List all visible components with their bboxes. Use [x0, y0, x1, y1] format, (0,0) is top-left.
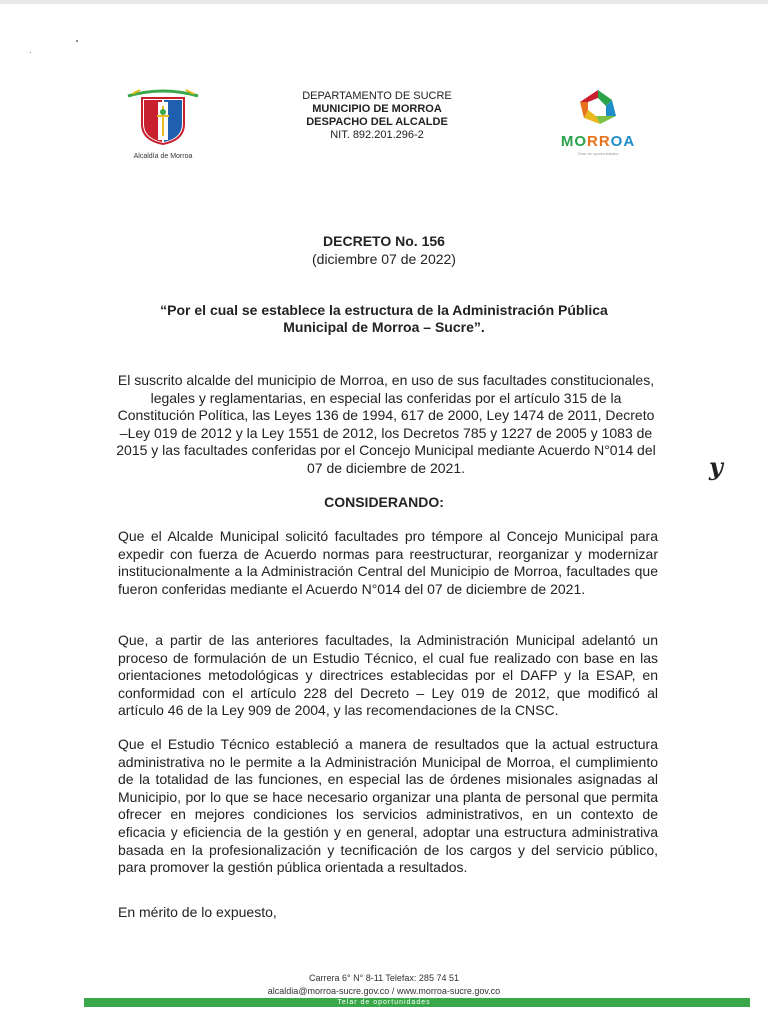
- footer-tagline: Telar de oportunidades: [337, 999, 431, 1006]
- consideration-paragraph: Que, a partir de las anteriores facultades, la Administración Municipal adelantó un proceso de formulación de un Estudio Técnico, el cual fue realizado con base en las orientaciones metodológicas y directrices establecidas por el DAFP y la ESAP, en conformidad con el artículo 228 del Decreto – Ley 019 de 2012, que modificó al artículo 46 de la Ley 909 de 2004, y las recomendaciones de la CNSC.: [118, 632, 658, 719]
- letterhead: [292, 90, 462, 142]
- logo-word-part: RR: [587, 133, 611, 150]
- logo-tagline: Telar de oportunidades: [577, 151, 619, 156]
- scan-speck: [76, 40, 78, 42]
- department-name: DEPARTAMENTO DE SUCRE: [302, 90, 452, 102]
- footer-address: Carrera 6° N° 8-11 Telefax: 285 74 51: [309, 973, 459, 983]
- preamble: El suscrito alcalde del municipio de Morroa, en uso de sus facultades constitucionales, legales y reglamentarias, en especial las conferidas por el artículo 315 de la Constitución Política, las Leyes 136 de 1994, 617 de 2000, Ley 1474 de 2011, Decreto –Ley 019 de 2012 y la Ley 1551 de 2012, los Decretos 785 y 1227 de 2005 y 1083 de 2015 y las facultades conferidas por el Concejo Municipal mediante Acuerdo N°014 del 07 de diciembre de 2021.: [116, 372, 656, 476]
- decree-number: DECRETO No. 156: [323, 233, 445, 249]
- scan-speck: [30, 52, 31, 53]
- municipal-seal: [118, 88, 208, 160]
- decree-title: “Por el cual se establece la estructura de la Administración Pública Municipal de Morroa – Sucre”.: [160, 302, 608, 335]
- consideration-paragraph: Que el Alcalde Municipal solicitó facultades pro témpore al Concejo Municipal para expedir con fuerza de Acuerdo normas para reestructurar, reorganizar y modernizar institucionalmente a la Administración Central del Municipio de Morroa, facultades que fueron conferidas mediante el Acuerdo N°014 del 07 de diciembre de 2021.: [118, 528, 658, 597]
- footer-contact: alcaldia@morroa-sucre.gov.co / www.morroa-sucre.gov.co: [267, 986, 501, 996]
- morroa-logo: [552, 86, 644, 156]
- footer: [0, 972, 768, 998]
- decree-date: (diciembre 07 de 2022): [312, 251, 456, 267]
- considerando-heading: CONSIDERANDO:: [324, 494, 444, 510]
- seal-caption: Alcaldía de Morroa: [133, 153, 193, 160]
- closing-phrase: En mérito de lo expuesto,: [118, 904, 277, 920]
- nit-number: NIT. 892.201.296-2: [330, 129, 424, 141]
- logo-word-part: MO: [560, 133, 587, 150]
- municipal-seal-emblem: [118, 88, 208, 146]
- logo-wordmark: [552, 133, 644, 150]
- logo-mark-icon: [576, 86, 620, 128]
- logo-word-part: OA: [610, 133, 636, 150]
- handwritten-initial: y: [709, 452, 723, 481]
- office-name: DESPACHO DEL ALCALDE: [306, 116, 448, 128]
- municipality-name: MUNICIPIO DE MORROA: [312, 103, 442, 115]
- consideration-paragraph: Que el Estudio Técnico estableció a manera de resultados que la actual estructura administrativa no le permite a la Administración Municipal de Morroa, el cumplimiento de la totalidad de las funciones, en especial las de órdenes misionales asignadas al Municipio, por lo que se hace necesario organizar una planta de personal que permita ofrecer en mejores condiciones los servicios administrativos, en un contexto de eficacia y eficiencia de la gestión y en general, adoptar una estructura administrativa basada en la profesionalización y tecnificación de los cargos y del servicio público, para promover la gestión pública orientada a resultados.: [118, 736, 658, 876]
- scan-edge: [0, 0, 768, 4]
